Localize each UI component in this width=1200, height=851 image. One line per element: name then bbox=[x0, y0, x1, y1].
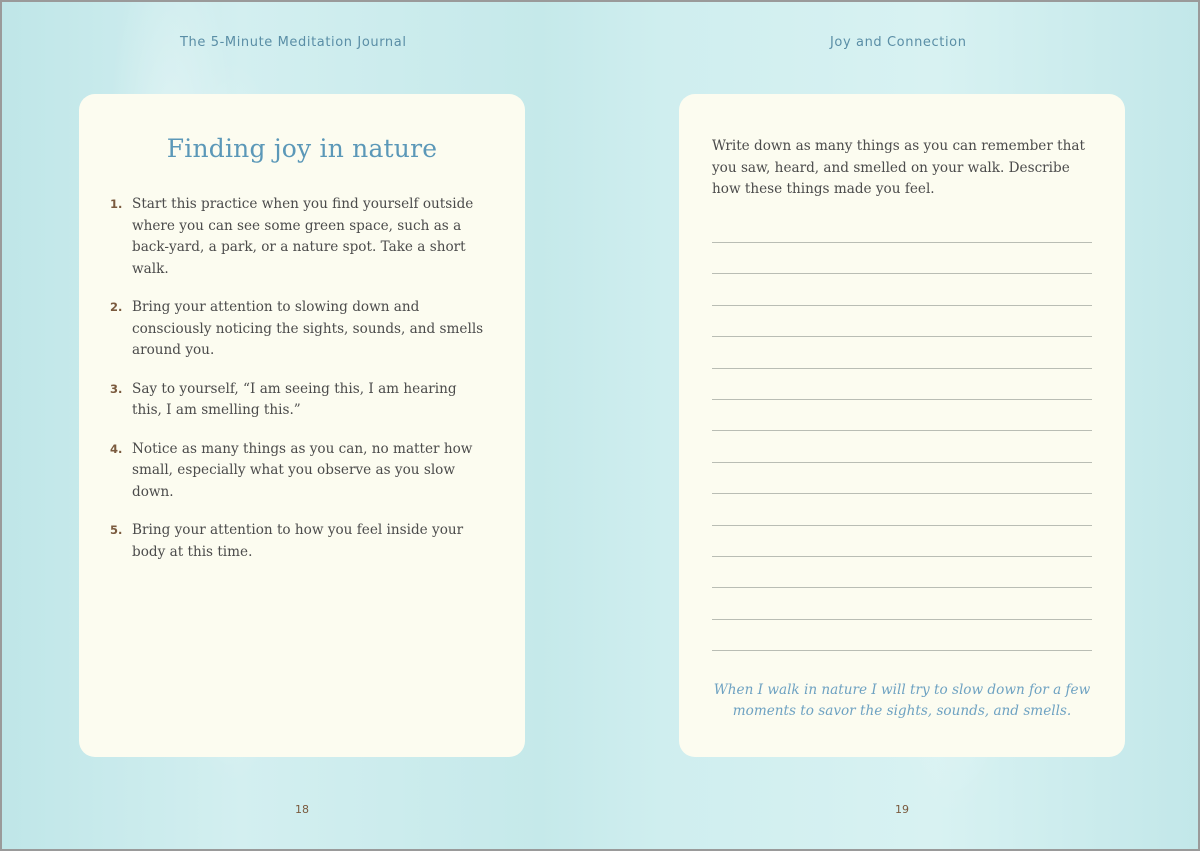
step-item bbox=[110, 439, 490, 504]
step-number: 3. bbox=[110, 381, 123, 396]
step-text: Bring your attention to slowing down and consciously noticing the sights, sounds, and smells around you. bbox=[132, 299, 484, 358]
writing-line[interactable] bbox=[712, 525, 1092, 526]
step-text: Say to yourself, “I am seeing this, I am hearing this, I am smelling this.” bbox=[132, 380, 457, 418]
step-text: Start this practice when you find yourself outside where you can see some green space, such as a back-yard, a park, or a nature spot. Take a short walk. bbox=[132, 196, 474, 277]
step-item bbox=[110, 379, 490, 422]
journal-prompt: Write down as many things as you can remember that you saw, heard, and smelled on your walk. Describe how these things made you feel. bbox=[712, 138, 1085, 197]
step-number: 2. bbox=[110, 300, 123, 314]
writing-line[interactable] bbox=[712, 556, 1092, 557]
writing-line[interactable] bbox=[712, 619, 1092, 620]
writing-line[interactable] bbox=[712, 305, 1092, 306]
step-number: 5. bbox=[110, 523, 123, 537]
step-number: 4. bbox=[110, 441, 123, 456]
writing-line[interactable] bbox=[712, 587, 1092, 588]
writing-line[interactable] bbox=[712, 273, 1092, 274]
step-text: Notice as many things as you can, no matter how small, especially what you observe as you slow down. bbox=[132, 440, 473, 500]
step-item bbox=[110, 520, 490, 563]
writing-line[interactable] bbox=[712, 399, 1092, 400]
page-number-left: 18 bbox=[295, 803, 309, 816]
step-number: 1. bbox=[110, 197, 123, 211]
practice-steps bbox=[110, 194, 490, 580]
step-text: Bring your attention to how you feel inside your body at this time. bbox=[132, 522, 464, 560]
writing-line[interactable] bbox=[712, 242, 1092, 243]
writing-line[interactable] bbox=[712, 368, 1092, 369]
step-item bbox=[110, 194, 490, 280]
step-item bbox=[110, 297, 490, 362]
writing-line[interactable] bbox=[712, 462, 1092, 463]
affirmation-text: When I walk in nature I will try to slow down for a few moments to savor the sights, sounds, and smells. bbox=[713, 682, 1091, 719]
writing-line[interactable] bbox=[712, 650, 1092, 651]
page-number-right: 19 bbox=[895, 803, 909, 816]
writing-line[interactable] bbox=[712, 493, 1092, 494]
page-title: Finding joy in nature bbox=[166, 134, 438, 163]
running-head-right: Joy and Connection bbox=[830, 35, 967, 50]
writing-lines[interactable] bbox=[712, 242, 1092, 662]
writing-line[interactable] bbox=[712, 430, 1092, 431]
running-head-left: The 5-Minute Meditation Journal bbox=[180, 35, 407, 50]
writing-line[interactable] bbox=[712, 336, 1092, 337]
